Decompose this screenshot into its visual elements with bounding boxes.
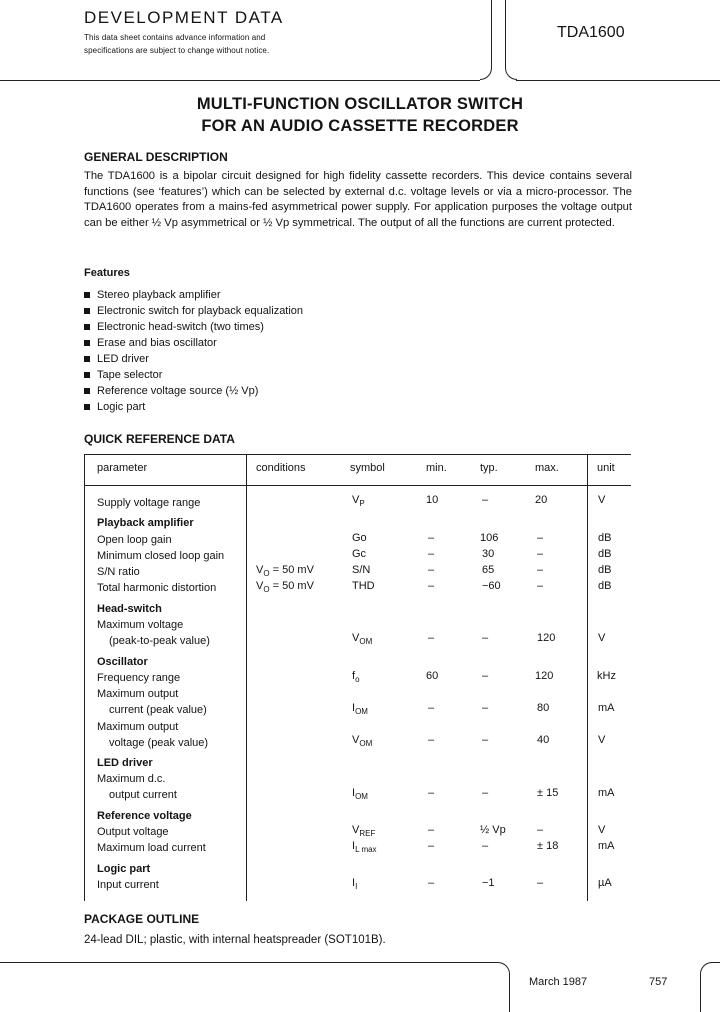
unit-logic-input: µA <box>598 877 612 889</box>
group-playback-amplifier: Playback amplifier <box>97 517 194 529</box>
min-ref-load: – <box>428 840 435 852</box>
max-thd: – <box>537 580 544 592</box>
param-osc-voltage-line1: Maximum output <box>97 721 179 733</box>
min-frequency-range: 60 <box>426 670 439 682</box>
param-supply: Supply voltage range <box>97 497 201 509</box>
document-category: DEVELOPMENT DATA <box>84 8 284 27</box>
typ-sn-ratio: 65 <box>482 564 495 576</box>
group-logic-part: Logic part <box>97 863 151 875</box>
max-open-loop: – <box>537 532 544 544</box>
typ-led: – <box>482 787 489 799</box>
symbol-closed-loop: Gc <box>352 548 367 560</box>
bullet-icon <box>84 388 90 394</box>
feature-item: Electronic head-switch (two times) <box>84 319 303 335</box>
col-header-parameter: parameter <box>97 462 148 474</box>
footer-page-number: 757 <box>649 976 668 988</box>
symbol-osc-voltage: $V_{OM}$ <box>352 734 373 748</box>
package-outline-text: 24-lead DIL; plastic, with internal heatspreader (SOT101B). <box>84 934 386 946</box>
unit-closed-loop: dB <box>598 548 612 560</box>
param-hs-vmax-line1: Maximum voltage <box>97 619 184 631</box>
unit-ref-load: mA <box>598 840 615 852</box>
unit-ref-output: V <box>598 824 606 836</box>
package-outline-heading: PACKAGE OUTLINE <box>84 912 200 926</box>
group-head-switch: Head-switch <box>97 603 162 615</box>
param-open-loop: Open loop gain <box>97 534 172 546</box>
features-heading: Features <box>84 267 130 279</box>
param-ref-output: Output voltage <box>97 826 169 838</box>
min-ref-output: – <box>428 824 435 836</box>
col-header-typ: typ. <box>480 462 498 474</box>
group-led-driver: LED driver <box>97 757 153 769</box>
min-thd: – <box>428 580 435 592</box>
group-oscillator: Oscillator <box>97 656 148 668</box>
advance-info-note-line-2: specifications are subject to change without notice. <box>84 46 270 55</box>
title-line-2: FOR AN AUDIO CASSETTE RECORDER <box>201 117 519 135</box>
col-header-conditions: conditions <box>256 462 306 474</box>
symbol-hs-vmax: $V_{OM}$ <box>352 632 373 646</box>
quick-reference-heading: QUICK REFERENCE DATA <box>84 432 235 446</box>
header-rule-curve-right <box>505 68 517 80</box>
param-osc-voltage-line2: voltage (peak value) <box>109 737 209 749</box>
header-rule-right <box>516 80 720 81</box>
bullet-icon <box>84 404 90 410</box>
max-sn-ratio: – <box>537 564 544 576</box>
unit-hs-vmax: V <box>598 632 606 644</box>
unit-sn-ratio: dB <box>598 564 612 576</box>
param-osc-current-line1: Maximum output <box>97 688 179 700</box>
feature-item: Stereo playback amplifier <box>84 287 303 303</box>
param-closed-loop: Minimum closed loop gain <box>97 550 225 562</box>
symbol-osc-current: $I_{OM}$ <box>352 702 368 716</box>
min-led: – <box>428 787 435 799</box>
max-closed-loop: – <box>537 548 544 560</box>
typ-open-loop: 106 <box>480 532 499 544</box>
max-led: ± 15 <box>537 787 559 799</box>
param-sn-ratio: S/N ratio <box>97 566 140 578</box>
min-logic-input: – <box>428 877 435 889</box>
typ-ref-output: ½ Vp <box>480 824 506 836</box>
footer-date: March 1987 <box>529 976 588 988</box>
footer-rule-curve-right <box>700 962 712 974</box>
typ-thd: −60 <box>482 580 501 592</box>
param-frequency-range: Frequency range <box>97 672 181 684</box>
typ-supply: – <box>482 494 489 506</box>
symbol-thd: THD <box>352 580 375 592</box>
feature-item: LED driver <box>84 351 303 367</box>
footer-divider-left <box>509 973 510 1012</box>
header-rule-curve-left <box>480 68 492 80</box>
min-osc-voltage: – <box>428 734 435 746</box>
title-line-1: MULTI-FUNCTION OSCILLATOR SWITCH <box>196 95 524 113</box>
param-hs-vmax-line2: (peak-to-peak value) <box>109 635 210 647</box>
min-hs-vmax: – <box>428 632 435 644</box>
unit-osc-current: mA <box>598 702 615 714</box>
unit-open-loop: dB <box>598 532 612 544</box>
param-led-line2: output current <box>109 789 177 801</box>
footer-divider-right <box>700 973 701 1012</box>
features-list <box>84 287 303 415</box>
max-osc-current: 80 <box>537 702 550 714</box>
bullet-icon <box>84 308 90 314</box>
typ-ref-load: – <box>482 840 489 852</box>
table-col-divider <box>587 454 588 901</box>
table-header-rule <box>84 485 631 486</box>
typ-logic-input: −1 <box>482 877 495 889</box>
header-divider-right <box>505 0 506 68</box>
cond-thd: $V_O = 50$ mV <box>256 580 314 594</box>
unit-led: mA <box>598 787 615 799</box>
symbol-ref-load: $I_{L max}$ <box>352 840 377 854</box>
cond-sn-ratio: $V_O = 50$ mV <box>256 564 314 578</box>
general-description-text: The TDA1600 is a bipolar circuit designed for high fidelity cassette recorders. This device contains several functions (see ‘features’) which can be selected by external d.c. voltage levels or via a micro-processor. The TDA1600 operates from a mains-fed asymmetrical power supply. For application purposes the voltage output can be either ½ Vp asymmetrical or ½ Vp symmetrical. The output of all the functions are current protected. <box>84 170 632 230</box>
col-header-min: min. <box>426 462 447 474</box>
symbol-open-loop: Go <box>352 532 367 544</box>
bullet-icon <box>84 340 90 346</box>
typ-osc-current: – <box>482 702 489 714</box>
col-header-symbol: symbol <box>350 462 385 474</box>
feature-item: Electronic switch for playback equalization <box>84 303 303 319</box>
min-supply: 10 <box>426 494 439 506</box>
max-hs-vmax: 120 <box>537 632 556 644</box>
param-thd: Total harmonic distortion <box>97 582 217 594</box>
min-open-loop: – <box>428 532 435 544</box>
typ-closed-loop: 30 <box>482 548 495 560</box>
max-osc-voltage: 40 <box>537 734 550 746</box>
feature-item: Erase and bias oscillator <box>84 335 303 351</box>
header-divider-left <box>491 0 492 68</box>
param-osc-current-line2: current (peak value) <box>109 704 207 716</box>
unit-osc-voltage: V <box>598 734 606 746</box>
max-supply: 20 <box>535 494 548 506</box>
feature-item: Logic part <box>84 399 303 415</box>
unit-thd: dB <box>598 580 612 592</box>
symbol-ref-output: $V_{REF}$ <box>352 824 376 838</box>
max-frequency-range: 120 <box>535 670 554 682</box>
header-rule-left <box>0 80 480 81</box>
col-header-unit: unit <box>597 462 615 474</box>
table-col-divider <box>246 454 247 901</box>
param-ref-load: Maximum load current <box>97 842 206 854</box>
feature-item: Reference voltage source (½ Vp) <box>84 383 303 399</box>
typ-hs-vmax: – <box>482 632 489 644</box>
max-ref-output: – <box>537 824 544 836</box>
bullet-icon <box>84 292 90 298</box>
footer-rule-right <box>711 962 720 963</box>
symbol-supply: $V_P$ <box>352 494 365 508</box>
min-osc-current: – <box>428 702 435 714</box>
group-reference-voltage: Reference voltage <box>97 810 192 822</box>
bullet-icon <box>84 356 90 362</box>
col-header-max: max. <box>535 462 559 474</box>
symbol-sn-ratio: S/N <box>352 564 371 576</box>
symbol-led: $I_{OM}$ <box>352 787 368 801</box>
param-led-line1: Maximum d.c. <box>97 773 166 785</box>
unit-supply: V <box>598 494 606 506</box>
unit-frequency-range: kHz <box>597 670 616 682</box>
min-closed-loop: – <box>428 548 435 560</box>
bullet-icon <box>84 372 90 378</box>
param-logic-input: Input current <box>97 879 159 891</box>
symbol-logic-input: $I_I$ <box>352 877 358 891</box>
footer-rule-left <box>0 962 498 963</box>
advance-info-note-line-1: This data sheet contains advance information and <box>84 33 266 42</box>
typ-frequency-range: – <box>482 670 489 682</box>
typ-osc-voltage: – <box>482 734 489 746</box>
feature-item: Tape selector <box>84 367 303 383</box>
max-ref-load: ± 18 <box>537 840 559 852</box>
symbol-frequency-range: $f_o$ <box>352 670 360 684</box>
general-description-heading: GENERAL DESCRIPTION <box>84 150 228 164</box>
bullet-icon <box>84 324 90 330</box>
min-sn-ratio: – <box>428 564 435 576</box>
max-logic-input: – <box>537 877 544 889</box>
type-number: TDA1600 <box>557 24 625 41</box>
